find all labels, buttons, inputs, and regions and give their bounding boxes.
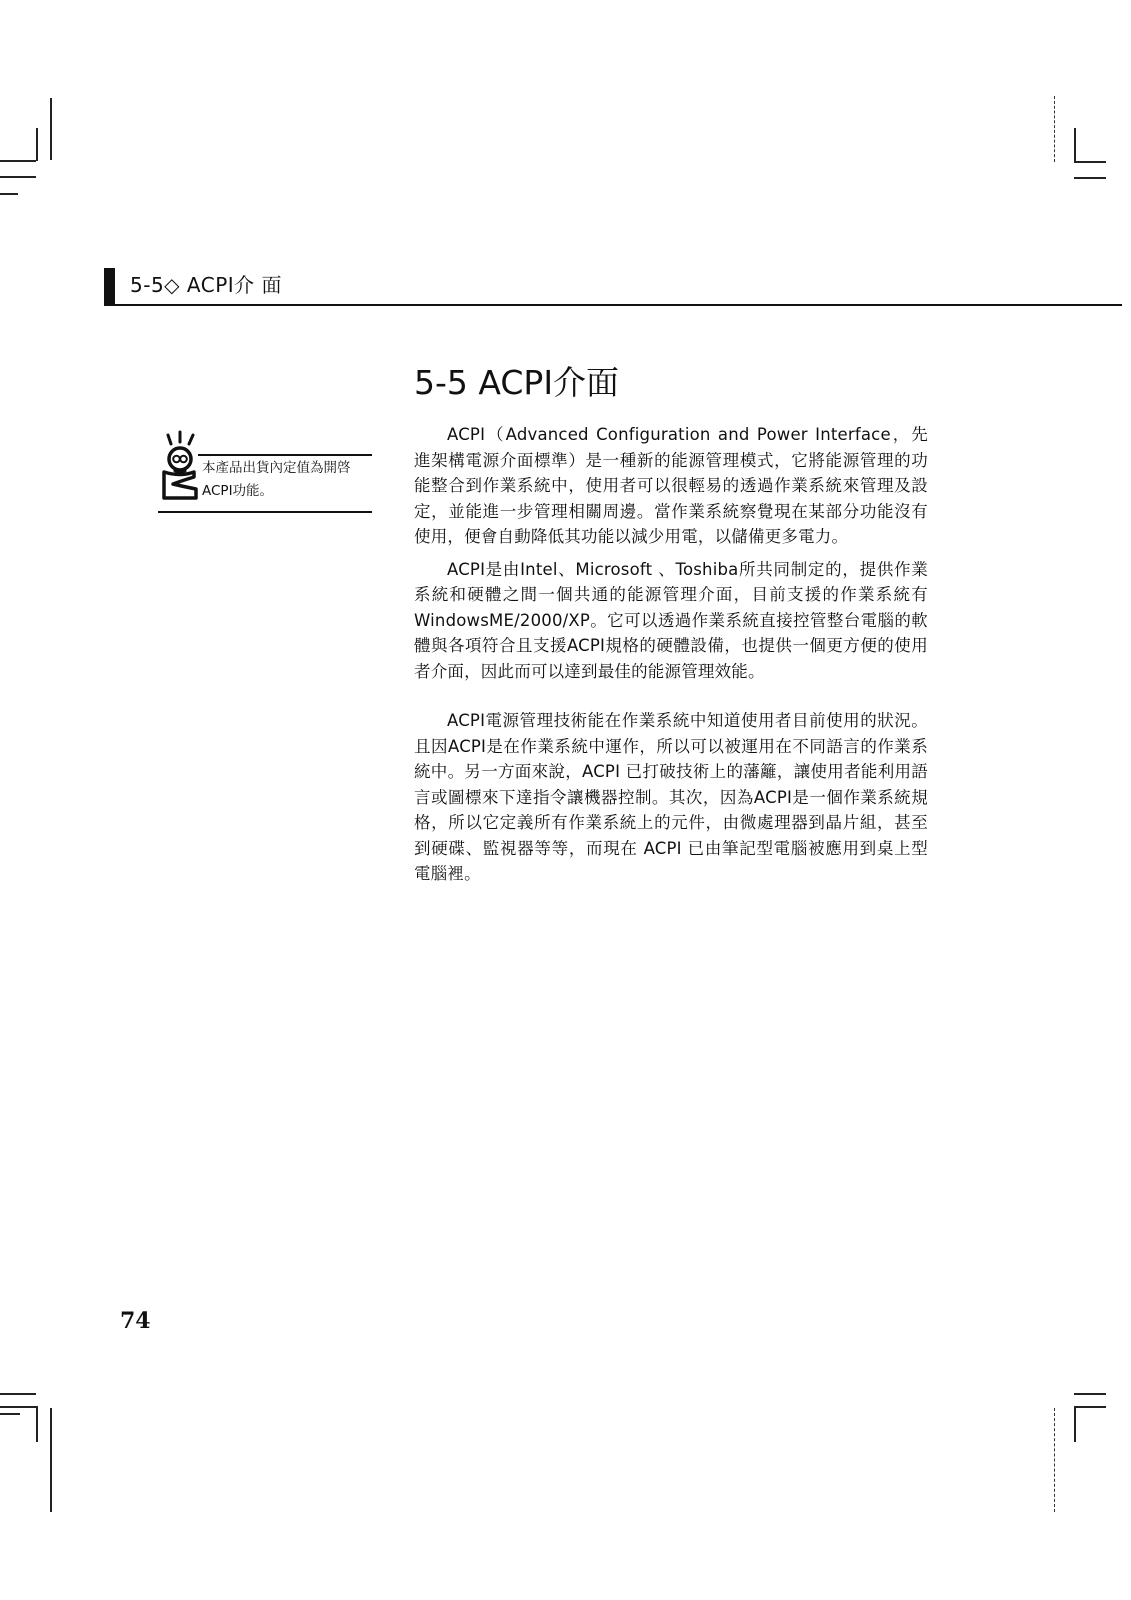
crop-mark — [50, 98, 52, 160]
crop-mark — [0, 176, 36, 178]
crop-mark — [0, 160, 36, 162]
page-number: 74 — [120, 1308, 151, 1334]
page-title: 5-5 ACPI介面 — [414, 363, 620, 402]
crop-mark — [1054, 1408, 1055, 1512]
crop-mark — [1074, 1406, 1106, 1408]
note-rule — [158, 511, 372, 513]
crop-mark — [50, 1408, 52, 1512]
paragraph: ACPI電源管理技術能在作業系統中知道使用者目前使用的狀況。且因ACPI是在作業系統中運作，所以可以被運用在不同語言的作業系統中。另一方面來說，ACPI 已打破技術上的藩籬，讓使用者能利用語言或圖標來下達指令讓機器控制。其次，因為ACPI是一個作業系統規格，所以它定義所有作業系統上的元件，由微處理器到晶片組，甚至到硬碟、監視器等等，而現在 ACPI 已由筆記型電腦被應用到桌上型電腦裡。 — [414, 711, 928, 883]
crop-mark — [1074, 1393, 1106, 1395]
header-rule — [104, 304, 1122, 306]
crop-mark — [36, 128, 38, 161]
paragraph: ACPI（Advanced Configuration and Power Interface，先進架構電源介面標準）是一種新的能源管理模式，它將能源管理的功能整合到作業系統中，使用者可以很輕易的透過作業系統來管理及設定，並能進一步管理相關周邊。當作業系統察覺現在某部分功能沒有使用，便會自動降低其功能以減少用電，以儲備更多電力。 — [414, 425, 928, 546]
note-rule — [198, 454, 372, 456]
crop-mark — [0, 193, 18, 195]
header-marker-bar — [104, 268, 115, 304]
crop-mark — [1074, 177, 1106, 179]
crop-mark — [36, 1406, 38, 1442]
crop-mark — [1054, 96, 1055, 162]
body-text — [414, 422, 928, 887]
crop-mark — [0, 1393, 36, 1395]
paragraph: ACPI是由Intel、Microsoft 、Toshiba所共同制定的，提供作業系統和硬體之間一個共通的能源管理介面，目前支援的作業系統有WindowsME/2000/XP。它可以透過作業系統直接控管整台電腦的軟體與各項符合且支援ACPI規格的硬體設備，也提供一個更方便的使用者介面，因此而可以達到最佳的能源管理效能。 — [414, 559, 928, 681]
crop-mark — [1074, 1406, 1076, 1442]
side-note-text: 本產品出貨內定值為開啓ACPI功能。 — [202, 460, 351, 499]
lightbulb-person-icon — [158, 428, 202, 506]
side-note — [158, 428, 372, 514]
running-header: 5-5◇ ACPI介 面 — [130, 273, 283, 297]
crop-mark — [1074, 161, 1106, 163]
crop-mark — [1074, 128, 1076, 162]
crop-mark — [0, 1413, 20, 1415]
crop-mark — [0, 1406, 36, 1408]
